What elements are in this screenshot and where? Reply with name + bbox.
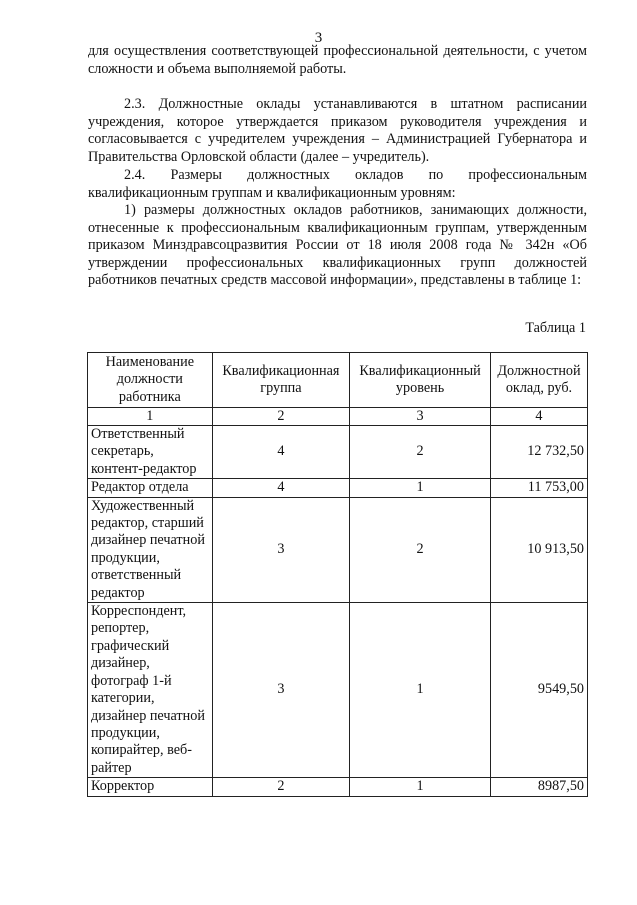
qualification-group: 2 <box>212 778 350 796</box>
position-name: Редактор отдела <box>88 479 213 497</box>
column-number: 3 <box>350 408 491 426</box>
position-name: Корреспондент, репортер, графический дизайнер, фотограф 1-й категории, дизайнер печатной продукции, копирайтер, веб-райтер <box>88 603 213 778</box>
table-row <box>88 603 588 778</box>
table-row <box>88 497 588 602</box>
header-position: Наименование должности работника <box>88 353 213 408</box>
qualification-level: 1 <box>350 778 491 796</box>
page-number: 3 <box>314 30 323 46</box>
column-number: 2 <box>212 408 350 426</box>
position-name: Художественный редактор, старший дизайнер печатной продукции, ответственный редактор <box>88 497 213 602</box>
header-salary: Должностной оклад, руб. <box>490 353 587 408</box>
column-number: 4 <box>490 408 587 426</box>
qualification-level: 1 <box>350 603 491 778</box>
table-caption: Таблица 1 <box>525 320 586 336</box>
column-number: 1 <box>88 408 213 426</box>
salary-value: 12 732,50 <box>490 426 587 479</box>
salary-value: 8987,50 <box>490 778 587 796</box>
paragraph-continuation: для осуществления соответствующей профессиональной деятельности, с учетом сложности и объема выполняемой работы. <box>88 43 587 77</box>
salary-value: 9549,50 <box>490 603 587 778</box>
qualification-level: 2 <box>350 426 491 479</box>
salary-table <box>87 352 588 797</box>
paragraph-subitem-1: 1) размеры должностных окладов работников, занимающих должности, отнесенные к профессиональным квалификационным группам, утвержденным приказом Минздравсоцразвития России от 18 июля 2008 года № 342н «Об утверждении профессиональных квалификационных групп должностей работников печатных средств массовой информации», представлены в таблице 1: <box>88 202 587 289</box>
qualification-group: 3 <box>212 497 350 602</box>
paragraph-2-3: 2.3. Должностные оклады устанавливаются в штатном расписании учреждения, которое утверждается приказом руководителя учреждения и согласовывается с учредителем учреждения – Администрацией Губернатора и Правительства Орловской области (далее – учредитель). <box>88 96 587 165</box>
qualification-level: 1 <box>350 479 491 497</box>
qualification-level: 2 <box>350 497 491 602</box>
header-level: Квалификационный уровень <box>350 353 491 408</box>
table-row <box>88 479 588 497</box>
paragraph-2-4: 2.4. Размеры должностных окладов по профессиональным квалификационным группам и квалификационным уровням: <box>88 167 587 201</box>
column-number-row <box>88 408 588 426</box>
salary-value: 11 753,00 <box>490 479 587 497</box>
qualification-group: 3 <box>212 603 350 778</box>
qualification-group: 4 <box>212 426 350 479</box>
position-name: Ответственный секретарь, контент-редактор <box>88 426 213 479</box>
qualification-group: 4 <box>212 479 350 497</box>
table-header-row <box>88 353 588 408</box>
table-row <box>88 426 588 479</box>
header-group: Квалификационная группа <box>212 353 350 408</box>
table-row <box>88 778 588 796</box>
salary-value: 10 913,50 <box>490 497 587 602</box>
position-name: Корректор <box>88 778 213 796</box>
